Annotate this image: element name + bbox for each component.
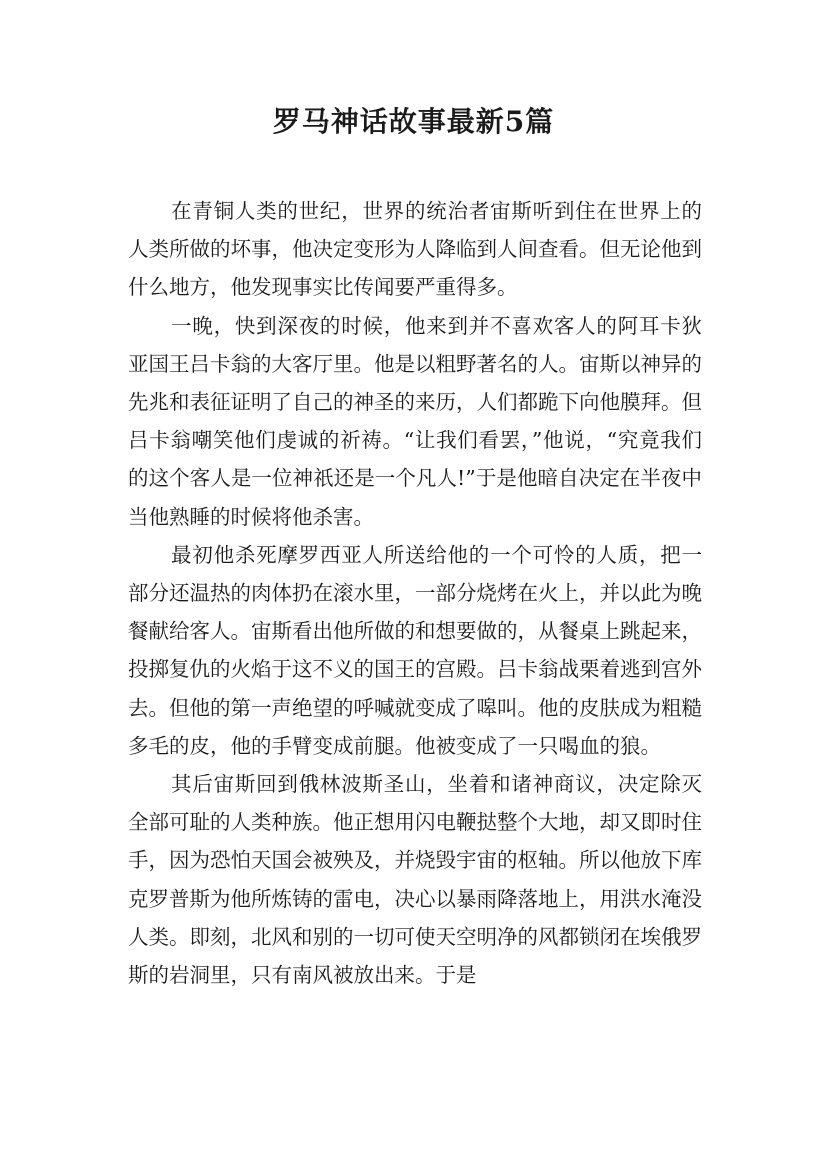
page-title: 罗马神话故事最新5篇 bbox=[272, 105, 555, 138]
article-body bbox=[128, 192, 702, 994]
paragraph-1: 在青铜人类的世纪，世界的统治者宙斯听到住在世界上的人类所做的坏事，他决定变形为人降临到人间查看。但无论他到什么地方，他发现事实比传闻要严重得多。 bbox=[128, 199, 702, 300]
paragraph-2: 一晚，快到深夜的时候，他来到并不喜欢客人的阿耳卡狄亚国王吕卡翁的大客厅里。他是以粗野著名的人。宙斯以神异的先兆和表征证明了自己的神圣的来历，人们都跪下向他膜拜。但吕卡翁嘲笑他们虔诚的祈祷。“让我们看罢，”他说，“究竟我们的这个客人是一位神祇还是一个凡人!”于是他暗自决定在半夜中当他熟睡的时候将他杀害。 bbox=[128, 313, 702, 529]
paragraph-3: 最初他杀死摩罗西亚人所送给他的一个可怜的人质，把一部分还温热的肉体扔在滚水里，一部分烧烤在火上，并以此为晚餐献给客人。宙斯看出他所做的和想要做的，从餐桌上跳起来，投掷复仇的火焰于这不义的国王的宫殿。吕卡翁战栗着逃到宫外去。但他的第一声绝望的呼喊就变成了嗥叫。他的皮肤成为粗糙多毛的皮，他的手臂变成前腿。他被变成了一只喝血的狼。 bbox=[128, 542, 702, 758]
paragraph-4: 其后宙斯回到俄林波斯圣山，坐着和诸神商议，决定除灭全部可耻的人类种族。他正想用闪电鞭挞整个大地，却又即时住手，因为恐怕天国会被殃及，并烧毁宇宙的枢轴。所以他放下库克罗普斯为他所炼铸的雷电，决心以暴雨降落地上，用洪水淹没人类。即刻，北风和别的一切可使天空明净的风都锁闭在埃俄罗斯的岩洞里，只有南风被放出来。于是 bbox=[128, 772, 702, 988]
